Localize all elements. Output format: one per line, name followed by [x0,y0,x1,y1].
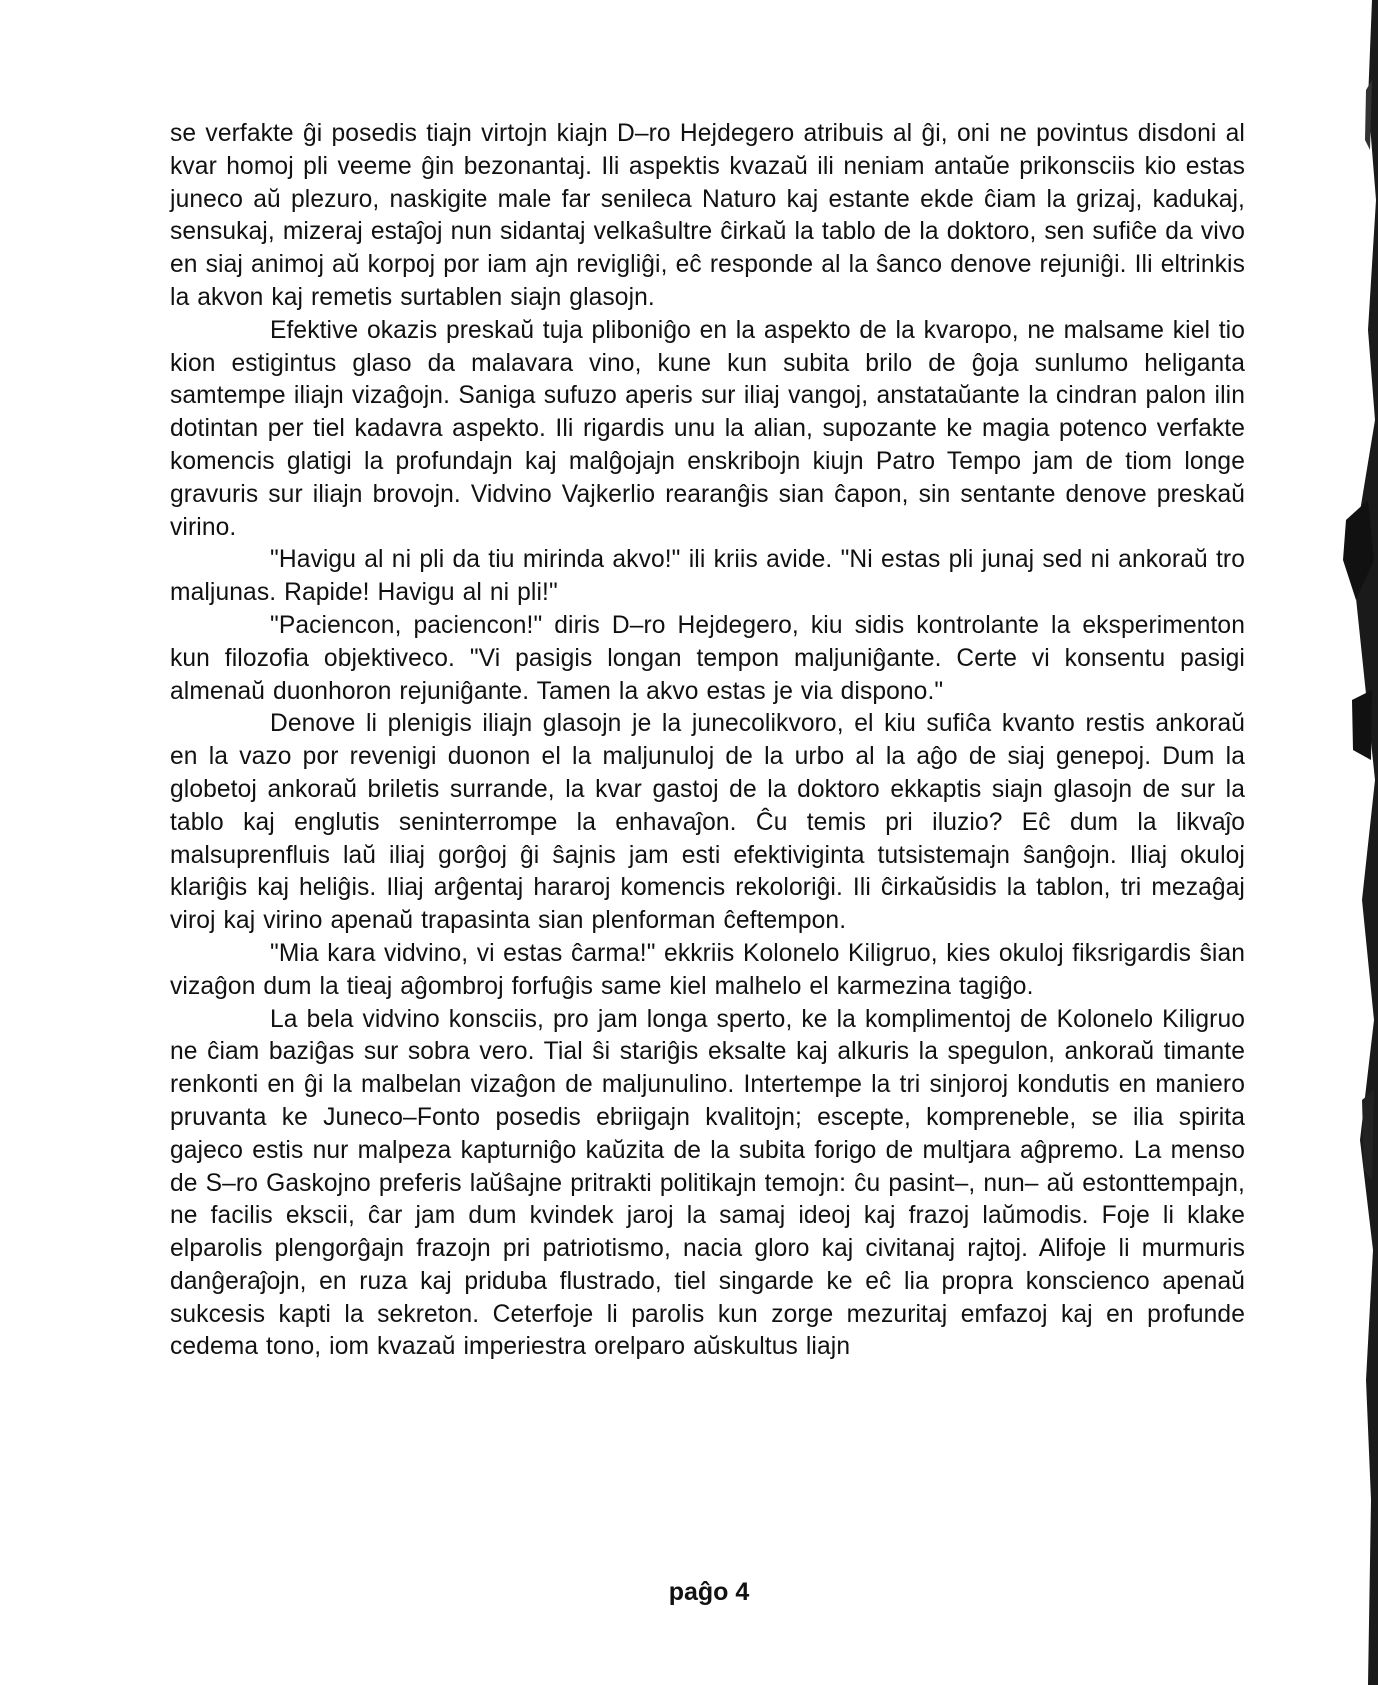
paragraph-7: La bela vidvino konsciis, pro jam longa sperto, ke la komplimentoj de Kolonelo Kiligruo ne ĉiam baziĝas sur sobra vero. Tial ŝi stariĝis eksalte kaj alkuris la spegulon, ankoraŭ timante renkonti en ĝi la malbelan vizaĝon de maljunulino. Intertempe la tri sinjoroj kondutis en maniero pruvanta ke Juneco–Fonto posedis ebriigajn kvalitojn; escepte, kompreneble, se ilia spirita gajeco estis nur malpeza kapturniĝo kaŭzita de la subita forigo de multjara aĝpremo. La menso de S–ro Gaskojno preferis laŭŝajne pritrakti politikajn temojn: ĉu pasint–, nun– aŭ estonttempajn, ne facilis ekscii, ĉar jam dum kvindek jaroj la samaj ideoj kaj frazoj laŭmodis. Foje li klake elparolis plengorĝajn frazojn pri patriotismo, nacia gloro kaj civitanaj rajtoj. Alifoje li murmuris danĝeraĵojn, en ruza kaj priduba flustrado, tiel singarde ke eĉ lia propra konscienco apenaŭ sukcesis kapti la sekreton. Ceterfoje li parolis kun zorge mezuritaj emfazoj kaj en profunde cedema tono, iom kvazaŭ imperiestra orelparo aŭskultus liajn [170,1005,1245,1361]
paragraph-5: Denove li plenigis iliajn glasojn je la junecolikvoro, el kiu sufiĉa kvanto restis ankoraŭ en la vazo por revenigi duonon el la maljunuloj de la urbo al la aĝo de siaj genepoj. Dum la globetoj ankoraŭ briletis surrande, la kvar gastoj de la doktoro ekkaptis siajn glasojn de sur la tablo kaj englutis seninterrompe la enhavaĵon. Ĉu temis pri iluzio? Eĉ dum la likvaĵo malsuprenfluis laŭ iliaj gorĝoj ĝi ŝajnis jam esti efektiviginta tutsistemajn ŝanĝojn. Iliaj okuloj klariĝis kaj heliĝis. Iliaj arĝentaj hararoj komencis rekoloriĝi. Ili ĉirkaŭsidis la tablon, tri mezaĝaj viroj kaj virino apenaŭ trapasinta sian plenforman ĉeftempon. [170,710,1245,935]
paragraph-4: "Paciencon, paciencon!" diris D–ro Hejdegero, kiu sidis kontrolante la eksperimenton kun filozofia objektiveco. "Vi pasigis longan tempon maljuniĝante. Certe vi konsentu pasigi almenaŭ duonhoron rejuniĝante. Tamen la akvo estas je via dispono." [170,611,1245,705]
scan-edge-artifact [1338,0,1378,1685]
paragraph-6: "Mia kara vidvino, vi estas ĉarma!" ekkriis Kolonelo Kiligruo, kies okuloj fiksrigardis ŝian vizaĝon dum la tieaj aĝombroj forfuĝis same kiel malhelo el karmezina tagiĝo. [170,939,1245,1000]
body-text [170,118,1245,1364]
paragraph-1: se verfakte ĝi posedis tiajn virtojn kiajn D–ro Hejdegero atribuis al ĝi, oni ne povintus disdoni al kvar homoj pli veeme ĝin bezonantaj. Ili aspektis kvazaŭ ili neniam antaŭe prikonsciis kio estas juneco aŭ plezuro, naskigite male far senileca Naturo kaj estante ekde ĉiam la grizaj, kadukaj, sensukaj, mizeraj estaĵoj nun sidantaj velkaŝultre ĉirkaŭ la tablo de la doktoro, sen sufiĉe da vivo en siaj animoj aŭ korpoj por iam ajn revigliĝi, eĉ responde al la ŝanco denove rejuniĝi. Ili eltrinkis la akvon kaj remetis surtablen siajn glasojn. [170,120,1245,311]
page-number: paĝo 4 [668,1578,750,1606]
paragraph-2: Efektive okazis preskaŭ tuja pliboniĝo en la aspekto de la kvaropo, ne malsame kiel tio kion estigintus glaso da malavara vino, kune kun subita brilo de ĝoja sunlumo heliganta samtempe iliajn vizaĝojn. Saniga sufuzo aperis sur iliaj vangoj, anstataŭante la cindran palon ilin dotintan per tiel kadavra aspekto. Ili rigardis unu la alian, supozante ke magia potenco verfakte komencis glatigi la profundajn kaj malĝojajn enskribojn kiujn Patro Tempo jam de tiom longe gravuris sur iliajn brovojn. Vidvino Vajkerlio rearanĝis sian ĉapon, sin sentante denove preskaŭ virino. [170,316,1245,541]
paragraph-3: "Havigu al ni pli da tiu mirinda akvo!" ili kriis avide. "Ni estas pli junaj sed ni ankoraŭ tro maljunas. Rapide! Havigu al ni pli!" [170,546,1245,607]
